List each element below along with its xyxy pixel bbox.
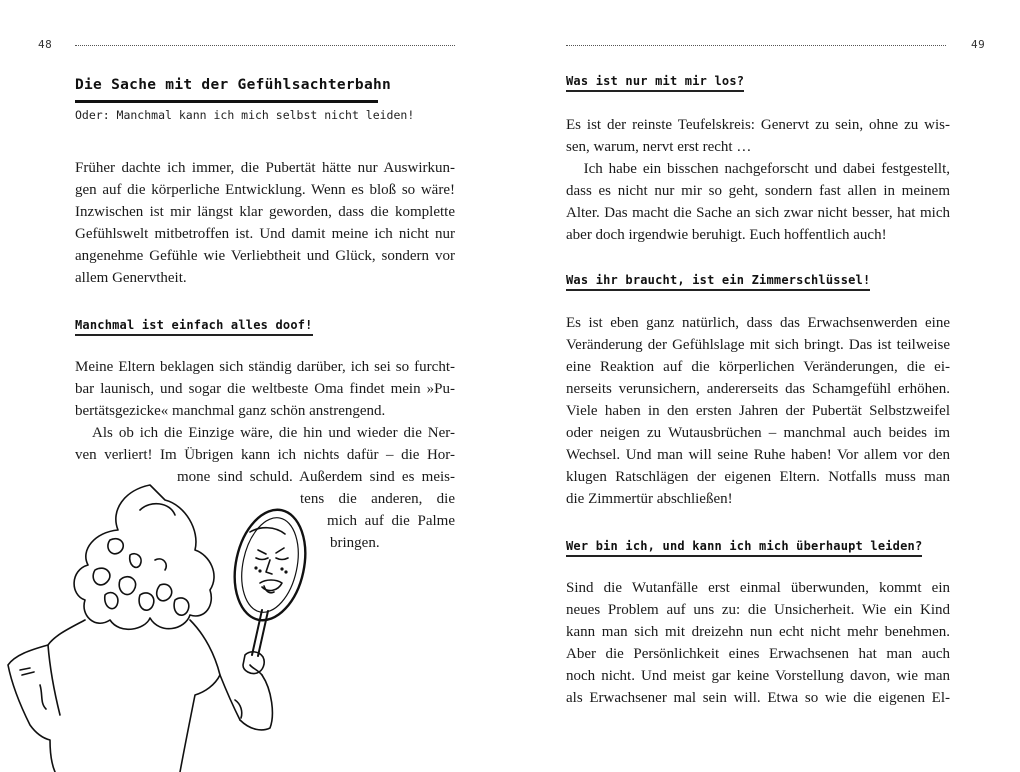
text-line: Meine Eltern beklagen sich ständig darüber, ich sei so furcht- <box>75 359 455 375</box>
section-paragraph <box>566 114 950 246</box>
text-line: noch nicht. Und meist gar keine Vorstellung davon, wie man <box>566 668 950 684</box>
chapter-title: Die Sache mit der Gefühlsachterbahn <box>75 77 392 93</box>
text-line: Wechsel. Und man will seine Ruhe haben! Vor allem vor den <box>566 447 950 463</box>
text-line: Es ist der reinste Teufelskreis: Genervt zu sein, ohne zu wis- <box>566 117 950 133</box>
girl-with-mirror-illustration <box>0 470 320 772</box>
text-line: kann man sich mit dreizehn nun echt nicht mehr benehmen. <box>566 624 950 640</box>
wrap-line <box>327 510 455 532</box>
section-heading: Wer bin ich, und kann ich mich überhaupt leiden? <box>566 539 922 557</box>
text-line: Aber die Persönlichkeit eines Erwachsenen hat man auch <box>566 646 950 662</box>
text-line: oder neigen zu Wutausbrüchen – manchmal auch beides im <box>566 425 950 441</box>
text-line: Alter. Das macht die Sache an sich zwar nicht besser, hat mich <box>566 205 950 221</box>
intro-paragraph <box>75 157 455 289</box>
section-paragraph <box>566 312 950 510</box>
text-line: tens die anderen, die <box>300 491 455 507</box>
text-line: Veränderung der Gefühlslage mit sich bringt. Das ist teilweise <box>566 337 950 353</box>
text-line: als Erwachsener mal sein will. Etwa so wie die eigenen El- <box>566 690 950 706</box>
text-line: gen auf die körperliche Entwicklung. Wenn es bloß so wäre! <box>75 182 455 198</box>
text-line: angenehme Gefühle wie Verliebtheit und Glück, sondern vor <box>75 248 455 264</box>
section-heading: Was ist nur mit mir los? <box>566 74 744 92</box>
text-line: neues Problem auf uns zu: die Unsicherheit. Wie ein Kind <box>566 602 950 618</box>
section-paragraph <box>566 577 950 709</box>
wrap-line <box>300 488 455 510</box>
text-line: ven verliert! Im Übrigen kann ich nichts dafür – die Hor- <box>75 447 455 463</box>
text-line: klugen Ratschlägen der eigenen Eltern. Notfalls muss man <box>566 469 950 485</box>
text-line: eine Reaktion auf die körperlichen Veränderungen, die ei- <box>566 359 950 375</box>
title-rule <box>75 100 378 103</box>
chapter-subtitle: Oder: Manchmal kann ich mich selbst nicht leiden! <box>75 108 415 122</box>
section-heading: Manchmal ist einfach alles doof! <box>75 318 313 336</box>
text-line: dass es nicht nur mir so geht, sondern fast allen in meinem <box>566 183 950 199</box>
text-line: Viele haben in den ersten Jahren der Pubertät Selbstzweifel <box>566 403 950 419</box>
text-line: allem Genervtheit. <box>75 270 187 286</box>
text-line: Früher dachte ich immer, die Pubertät hätte nur Auswirkun- <box>75 160 455 176</box>
text-line: mone sind schuld. Außerdem sind es meis- <box>177 469 455 485</box>
text-line: bar launisch, und sogar die weltbeste Oma findet mein »Pu- <box>75 381 455 397</box>
text-line: bringen. <box>330 535 380 551</box>
text-line: Als ob ich die Einzige wäre, die hin und wieder die Ner- <box>75 425 455 441</box>
right-page <box>510 0 1020 772</box>
page-number: 49 <box>971 38 986 51</box>
dotted-rule <box>566 45 946 46</box>
text-line: die Zimmertür abschließen! <box>566 491 733 507</box>
page-number: 48 <box>38 38 53 51</box>
text-line: Inzwischen ist mir längst klar geworden, dass die komplette <box>75 204 455 220</box>
dotted-rule <box>75 45 455 46</box>
text-line: Gefühlswelt mitbetroffen ist. Und damit meine ich nicht nur <box>75 226 455 242</box>
text-line: Ich habe ein bisschen nachgeforscht und dabei festgestellt, <box>566 161 950 177</box>
section-heading: Was ihr braucht, ist ein Zimmerschlüssel! <box>566 273 870 291</box>
text-line: Sind die Wutanfälle erst einmal überwunden, kommt ein <box>566 580 950 596</box>
text-line: Es ist eben ganz natürlich, dass das Erwachsenwerden eine <box>566 315 950 331</box>
text-line: sen, warum, nervt erst recht … <box>566 139 752 155</box>
text-line: mich auf die Palme <box>327 513 455 529</box>
wrap-line <box>330 532 458 554</box>
section-paragraph <box>75 356 455 466</box>
text-line: nerseits verunsichern, andererseits das Schamgefühl erhöhen. <box>566 381 950 397</box>
text-line: bertätsgezicke« manchmal ganz schön anstrengend. <box>75 403 386 419</box>
text-line: aber doch irgendwie beruhigt. Euch hoffentlich auch! <box>566 227 887 243</box>
